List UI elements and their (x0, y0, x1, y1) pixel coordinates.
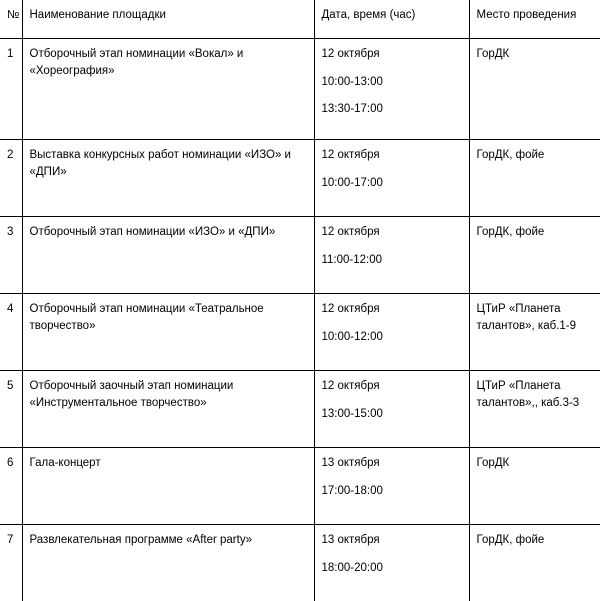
spacer (322, 395, 462, 406)
table-row (0, 217, 600, 294)
row-number: 1 (0, 39, 22, 140)
row-date (314, 39, 469, 140)
row-date-time: 10:00-17:00 (322, 175, 462, 192)
row-date (314, 371, 469, 448)
row-date-day: 12 октября (322, 301, 462, 318)
spacer (322, 63, 462, 74)
row-number: 6 (0, 448, 22, 525)
row-place: ГорДК (469, 448, 600, 525)
column-header-date: Дата, время (час) (314, 0, 469, 39)
row-place: ГорДК, фойе (469, 217, 600, 294)
spacer (322, 241, 462, 252)
table-row (0, 140, 600, 217)
row-number: 2 (0, 140, 22, 217)
row-date-day: 12 октября (322, 224, 462, 241)
row-date (314, 140, 469, 217)
row-place: ЦТиР «Планета талантов»,, каб.3-3 (469, 371, 600, 448)
row-date (314, 448, 469, 525)
spacer (322, 472, 462, 483)
row-place: ГорДК, фойе (469, 140, 600, 217)
row-date (314, 217, 469, 294)
row-date-day: 12 октября (322, 46, 462, 63)
row-date-time: 18:00-20:00 (322, 560, 462, 577)
spacer (322, 549, 462, 560)
row-venue-name: Выставка конкурсных работ номинации «ИЗО» и «ДПИ» (22, 140, 314, 217)
row-date-day: 12 октября (322, 378, 462, 395)
row-place: ГорДК (469, 39, 600, 140)
row-date-time: 17:00-18:00 (322, 483, 462, 500)
row-date-time: 13:00-15:00 (322, 406, 462, 423)
row-date (314, 525, 469, 601)
table-row (0, 525, 600, 601)
spacer (322, 164, 462, 175)
table-row (0, 39, 600, 140)
row-place: ЦТиР «Планета талантов», каб.1-9 (469, 294, 600, 371)
table-row (0, 371, 600, 448)
row-date-day: 13 октября (322, 455, 462, 472)
row-number: 7 (0, 525, 22, 601)
row-place: ГорДК, фойе (469, 525, 600, 601)
row-date-day: 13 октября (322, 532, 462, 549)
table-row (0, 448, 600, 525)
row-date-time: 10:00-13:00 (322, 74, 462, 91)
row-venue-name: Отборочный этап номинации «Театральное творчество» (22, 294, 314, 371)
row-venue-name: Отборочный этап номинации «Вокал» и «Хореография» (22, 39, 314, 140)
row-date-time: 10:00-12:00 (322, 329, 462, 346)
column-header-place: Место проведения (469, 0, 600, 39)
spacer (322, 90, 462, 101)
column-header-num: № (0, 0, 22, 39)
row-date-time: 13:30-17:00 (322, 101, 462, 118)
spacer (322, 318, 462, 329)
table-header-row (0, 0, 600, 39)
row-number: 3 (0, 217, 22, 294)
column-header-name: Наименование площадки (22, 0, 314, 39)
row-venue-name: Отборочный этап номинации «ИЗО» и «ДПИ» (22, 217, 314, 294)
row-date-day: 12 октября (322, 147, 462, 164)
row-date-time: 11:00-12:00 (322, 252, 462, 269)
row-venue-name: Развлекательная программе «After party» (22, 525, 314, 601)
row-venue-name: Отборочный заочный этап номинации «Инструментальное творчество» (22, 371, 314, 448)
row-date (314, 294, 469, 371)
row-venue-name: Гала-концерт (22, 448, 314, 525)
row-number: 5 (0, 371, 22, 448)
row-number: 4 (0, 294, 22, 371)
table-row (0, 294, 600, 371)
